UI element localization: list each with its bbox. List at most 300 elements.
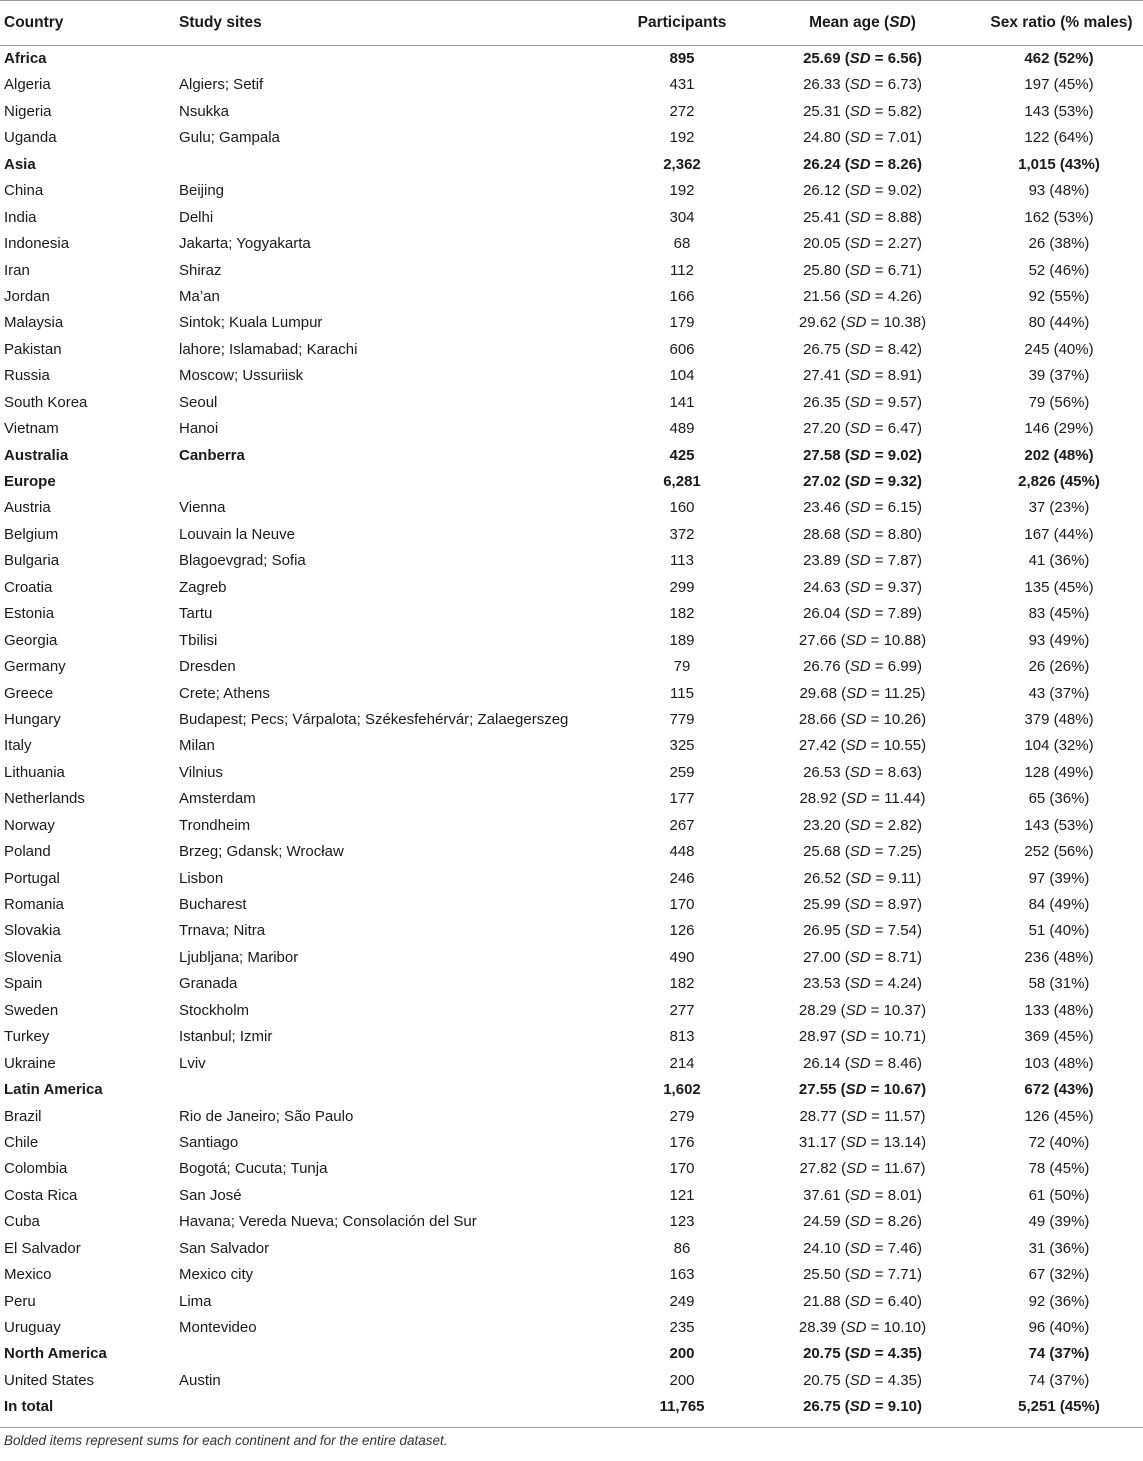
cell-participants: 249 [669,1292,695,1310]
mean-age-open-paren: ( [840,1398,850,1416]
cell-sex-ratio: 202 (48%) [1024,446,1094,464]
cell-mean-age [770,654,955,680]
cell-study-sites: Havana; Vereda Nueva; Consolación del Sur [179,1213,477,1231]
table-row [0,99,1143,125]
cell-country: India [4,208,37,226]
sd-label: SD [849,155,871,173]
cell-mean-age [770,918,955,944]
cell-participants: 372 [669,525,695,543]
sd-equals: = [870,261,888,279]
cell-study-sites: Jakarta; Yogyakarta [179,235,311,253]
sd-value: 11.44 [884,790,921,808]
sd-value: 6.47 [887,420,917,438]
mean-age-close-paren: ) [916,552,922,570]
table-row [0,125,1143,151]
cell-country: Mexico [4,1266,52,1284]
sd-value: 10.71 [883,1028,922,1046]
cell-study-sites: Bucharest [179,896,247,913]
sd-equals: = [870,763,888,781]
sd-label: SD [849,1398,871,1416]
cell-country: Croatia [4,578,53,596]
cell-study-sites: Tartu [179,605,213,623]
table-row [0,310,1143,336]
table-row [0,1236,1143,1262]
cell-participants: 192 [669,129,695,147]
cell-sex-ratio: 462 (52%) [1024,50,1094,67]
sd-equals: = [870,367,888,385]
table-row [0,469,1143,495]
cell-sex-ratio: 162 (53%) [1024,208,1094,226]
sd-label: SD [849,578,871,596]
mean-age-close-paren: ) [916,50,922,67]
sd-label: SD [849,922,871,940]
cell-sex-ratio: 65 (36%) [1028,790,1090,808]
mean-age-value: 25.80 [803,261,841,279]
header-country: Country [4,14,64,31]
sd-label: SD [849,948,871,966]
sd-label: SD [849,1266,871,1284]
sd-label: SD [849,1371,871,1389]
cell-country: Slovakia [4,922,61,940]
cell-participants: 123 [669,1213,695,1231]
mean-age-value: 21.56 [803,287,841,305]
table-row [0,72,1143,98]
sd-equals: = [866,1319,884,1336]
cell-country: Nigeria [4,102,52,120]
cell-mean-age [770,125,955,151]
cell-mean-age [770,733,955,759]
cell-participants: 813 [669,1028,695,1046]
sd-label: SD [845,737,867,755]
sd-equals: = [870,578,888,596]
mean-age-open-paren: ( [841,869,851,887]
table-row [0,918,1143,944]
sd-value: 6.99 [887,658,917,676]
cell-participants: 325 [669,737,695,755]
mean-age-open-paren: ( [840,578,850,596]
mean-age-open-paren: ( [840,499,850,517]
mean-age-close-paren: ) [916,605,922,623]
cell-participants: 11,765 [659,1398,705,1416]
cell-mean-age [770,786,955,812]
mean-age-open-paren: ( [840,1345,850,1363]
cell-mean-age [770,363,955,389]
cell-study-sites: Amsterdam [179,790,256,808]
mean-age-value: 26.75 [803,340,841,358]
cell-sex-ratio: 78 (45%) [1028,1160,1090,1178]
sd-value: 8.26 [887,155,917,173]
sd-value: 7.87 [887,552,917,570]
cell-participants: 113 [670,552,694,570]
cell-country: Australia [4,446,69,464]
sd-equals: = [867,1107,885,1125]
cell-participants: 2,362 [663,155,701,173]
cell-sex-ratio: 80 (44%) [1028,314,1090,332]
cell-sex-ratio: 146 (29%) [1024,420,1094,438]
table-row [0,1368,1143,1394]
mean-age-value: 29.68 [799,684,837,702]
sd-equals: = [870,499,888,517]
mean-age-close-paren: ) [921,737,927,755]
table-row [0,998,1143,1024]
mean-age-close-paren: ) [916,208,922,226]
sd-value: 4.35 [887,1345,917,1363]
sd-equals: = [870,1186,888,1204]
table-row [0,628,1143,654]
mean-age-value: 28.92 [799,790,837,808]
table-row [0,681,1143,707]
cell-sex-ratio: 92 (55%) [1028,287,1090,305]
table-row [0,575,1143,601]
cell-sex-ratio: 58 (31%) [1028,975,1090,993]
sd-value: 2.27 [887,235,917,253]
sd-equals: = [866,1001,884,1019]
sd-equals: = [870,1266,888,1284]
mean-age-value: 28.39 [798,1319,837,1336]
cell-country: Georgia [4,631,58,649]
mean-age-close-paren: ) [921,1001,927,1019]
sd-value: 8.88 [887,208,917,226]
mean-age-open-paren: ( [840,208,850,226]
mean-age-open-paren: ( [836,710,846,728]
cell-mean-age [770,892,955,918]
sd-equals: = [866,631,884,649]
cell-study-sites: Bogotá; Cucuta; Tunja [179,1160,328,1178]
table-row [0,1209,1143,1235]
table-row [0,1130,1143,1156]
sd-equals: = [870,1398,888,1416]
mean-age-value: 28.66 [798,710,837,728]
cell-study-sites: Louvain la Neuve [179,525,295,543]
header-sex-ratio: Sex ratio (% males) [990,14,1133,31]
sd-value: 13.14 [883,1133,922,1151]
sd-equals: = [870,340,888,358]
mean-age-open-paren: ( [836,631,846,649]
sd-value: 8.26 [887,1213,917,1231]
table-row [0,152,1143,178]
cell-study-sites: Stockholm [179,1001,250,1019]
cell-study-sites: Budapest; Pecs; Várpalota; Székesfehérvár; Zalaegerszeg [179,710,569,728]
sd-label: SD [849,843,871,861]
table-row [0,839,1143,865]
sd-value: 9.37 [887,578,917,596]
mean-age-open-paren: ( [836,1133,846,1151]
sd-value: 8.46 [887,1054,917,1072]
cell-sex-ratio: 133 (48%) [1024,1001,1094,1019]
cell-mean-age [770,813,955,839]
sd-label: SD [846,1160,867,1178]
mean-age-close-paren: ) [916,340,922,358]
cell-country: Costa Rica [4,1186,78,1204]
cell-study-sites: Milan [179,737,215,755]
table-row [0,443,1143,469]
mean-age-open-paren: ( [840,1292,850,1310]
mean-age-open-paren: ( [840,896,850,913]
mean-age-close-paren: ) [916,816,922,834]
mean-age-value: 37.61 [803,1186,841,1204]
sd-label: SD [849,1213,871,1231]
sd-label: SD [849,1239,871,1257]
mean-age-open-paren: ( [840,525,850,543]
cell-sex-ratio: 122 (64%) [1024,129,1094,147]
mean-age-open-paren: ( [836,1107,847,1125]
mean-age-value: 24.80 [803,129,841,147]
mean-age-value: 27.42 [798,737,837,755]
mean-age-value: 28.68 [803,525,841,543]
mean-age-value: 23.53 [803,975,841,993]
cell-participants: 86 [673,1239,691,1257]
sd-value: 10.55 [883,737,922,755]
cell-study-sites: San Salvador [179,1239,270,1257]
cell-country: Latin America [4,1081,103,1099]
table-row [0,337,1143,363]
cell-country: Vietnam [4,420,59,438]
cell-sex-ratio: 379 (48%) [1024,710,1094,728]
mean-age-close-paren: ) [920,1160,926,1178]
mean-age-value: 26.12 [803,182,841,200]
cell-participants: 489 [669,420,695,438]
cell-country: Italy [4,737,32,755]
cell-sex-ratio: 104 (32%) [1024,737,1094,755]
sd-label: SD [845,314,867,332]
sd-equals: = [870,975,888,993]
mean-age-open-paren: ( [840,155,850,173]
cell-participants: 246 [669,869,695,887]
cell-mean-age [770,231,955,257]
sd-label: SD [849,393,871,411]
mean-age-close-paren: ) [916,182,922,200]
sd-equals: = [870,182,888,200]
mean-age-value: 26.95 [803,922,841,940]
cell-country: Malaysia [4,314,64,332]
mean-age-close-paren: ) [916,393,922,411]
mean-age-value: 23.46 [803,499,841,517]
cell-mean-age [770,760,955,786]
cell-mean-age [770,1341,955,1367]
sd-equals: = [866,1081,884,1099]
sd-label: SD [849,76,871,94]
cell-country: In total [4,1398,54,1416]
mean-age-close-paren: ) [916,235,922,253]
sd-label: SD [849,896,871,913]
mean-age-close-paren: ) [921,1319,927,1336]
cell-country: Romania [4,896,65,913]
cell-mean-age [770,1104,955,1130]
cell-mean-age [770,310,955,336]
mean-age-open-paren: ( [840,975,850,993]
cell-mean-age [770,866,955,892]
mean-age-close-paren: ) [916,896,922,913]
cell-sex-ratio: 92 (36%) [1028,1292,1090,1310]
cell-sex-ratio: 26 (38%) [1028,235,1090,253]
sd-label: SD [849,816,871,834]
cell-participants: 179 [669,314,695,332]
cell-mean-age [770,601,955,627]
mean-age-value: 26.35 [803,393,841,411]
cell-study-sites: Mexico city [179,1266,254,1284]
sd-value: 2.82 [887,816,917,834]
cell-participants: 126 [669,922,695,940]
cell-participants: 121 [669,1186,695,1204]
cell-mean-age [770,1077,955,1103]
cell-sex-ratio: 93 (48%) [1028,182,1090,200]
sd-value: 11.57 [884,1107,921,1125]
mean-age-close-paren: ) [921,314,927,332]
cell-mean-age [770,99,955,125]
cell-study-sites: Santiago [179,1133,239,1151]
header-mean-age [770,1,955,45]
sd-label: SD [849,975,871,993]
mean-age-close-paren: ) [920,684,926,702]
cell-mean-age [770,707,955,733]
cell-participants: 272 [669,102,695,120]
table-row [0,1104,1143,1130]
table-row [0,178,1143,204]
mean-age-open-paren: ( [840,948,850,966]
mean-age-open-paren: ( [840,843,850,861]
mean-age-open-paren: ( [840,235,850,253]
mean-age-value: 29.62 [798,314,837,332]
cell-mean-age [770,575,955,601]
header-mean-age-sd: SD [889,14,911,31]
sd-label: SD [849,605,871,623]
cell-mean-age [770,548,955,574]
cell-mean-age [770,284,955,310]
mean-age-value: 24.63 [803,578,841,596]
sd-value: 9.10 [887,1398,917,1416]
cell-mean-age [770,522,955,548]
cell-participants: 279 [669,1107,695,1125]
mean-age-open-paren: ( [840,552,850,570]
sd-label: SD [846,790,867,808]
sd-value: 8.42 [887,340,917,358]
mean-age-open-paren: ( [836,1081,846,1099]
sd-equals: = [870,102,888,120]
sd-equals: = [870,843,888,861]
sd-label: SD [845,1028,867,1046]
cell-mean-age [770,998,955,1024]
mean-age-value: 26.14 [803,1054,841,1072]
mean-age-close-paren: ) [916,578,922,596]
cell-sex-ratio: 96 (40%) [1028,1319,1090,1336]
sd-value: 7.46 [887,1239,917,1257]
cell-participants: 141 [669,393,695,411]
mean-age-open-paren: ( [836,790,847,808]
cell-country: Hungary [4,710,61,728]
cell-sex-ratio: 51 (40%) [1028,922,1090,940]
sd-label: SD [846,684,867,702]
sd-equals: = [866,1028,884,1046]
cell-study-sites: Rio de Janeiro; São Paulo [179,1107,354,1125]
cell-mean-age [770,1262,955,1288]
cell-sex-ratio: 52 (46%) [1028,261,1090,279]
mean-age-value: 20.75 [803,1345,841,1363]
cell-sex-ratio: 39 (37%) [1028,367,1090,385]
sd-label: SD [849,102,871,120]
mean-age-close-paren: ) [916,1266,922,1284]
cell-mean-age [770,1051,955,1077]
mean-age-value: 27.41 [803,367,841,385]
sd-label: SD [849,473,871,490]
mean-age-close-paren: ) [921,1081,927,1099]
cell-mean-age [770,178,955,204]
mean-age-close-paren: ) [916,922,922,940]
cell-country: Peru [4,1292,36,1310]
sd-equals: = [870,922,888,940]
header-participants: Participants [637,14,727,31]
table-row [0,601,1143,627]
cell-sex-ratio: 245 (40%) [1024,340,1094,358]
mean-age-value: 26.53 [803,763,841,781]
cell-participants: 6,281 [663,473,701,490]
cell-sex-ratio: 72 (40%) [1028,1133,1090,1151]
sd-value: 8.80 [887,525,917,543]
cell-study-sites: Hanoi [179,420,219,438]
cell-sex-ratio: 252 (56%) [1024,843,1094,861]
cell-mean-age [770,1236,955,1262]
sd-value: 8.01 [887,1186,917,1204]
header-mean-age-prefix: Mean age ( [809,14,890,31]
mean-age-value: 26.33 [803,76,841,94]
mean-age-open-paren: ( [840,340,850,358]
sd-value: 11.67 [884,1160,921,1178]
sd-label: SD [849,1292,871,1310]
mean-age-close-paren: ) [916,76,922,94]
sd-value: 6.73 [887,76,917,94]
mean-age-open-paren: ( [840,420,850,438]
cell-country: Ukraine [4,1054,56,1072]
mean-age-open-paren: ( [840,1266,850,1284]
cell-country: Bulgaria [4,552,60,570]
sd-value: 8.91 [887,367,917,385]
sd-equals: = [866,314,884,332]
cell-mean-age [770,681,955,707]
mean-age-open-paren: ( [840,1054,850,1072]
cell-participants: 170 [669,1160,695,1178]
cell-country: Spain [4,975,43,993]
table-row [0,495,1143,521]
mean-age-value: 25.50 [803,1266,841,1284]
cell-country: North America [4,1345,107,1363]
table-row [0,416,1143,442]
cell-country: Asia [4,155,36,173]
sd-value: 7.71 [887,1266,917,1284]
cell-country: Uruguay [4,1319,61,1336]
cell-country: Pakistan [4,340,62,358]
cell-participants: 182 [669,975,695,993]
cell-mean-age [770,495,955,521]
mean-age-open-paren: ( [836,1319,846,1336]
sd-label: SD [846,1107,867,1125]
table-row [0,231,1143,257]
mean-age-value: 28.97 [798,1028,837,1046]
cell-study-sites: Vienna [179,499,226,517]
mean-age-open-paren: ( [840,287,850,305]
sd-label: SD [849,235,871,253]
mean-age-value: 31.17 [798,1133,837,1151]
cell-participants: 115 [670,684,694,702]
cell-study-sites: Montevideo [179,1319,257,1336]
table-row [0,866,1143,892]
table-row [0,1156,1143,1182]
cell-study-sites: Austin [179,1371,221,1389]
mean-age-open-paren: ( [840,129,850,147]
cell-country: Lithuania [4,763,65,781]
mean-age-value: 20.05 [803,235,841,253]
cell-sex-ratio: 2,826 (45%) [1018,473,1100,490]
table-row [0,1077,1143,1103]
mean-age-close-paren: ) [921,1028,927,1046]
